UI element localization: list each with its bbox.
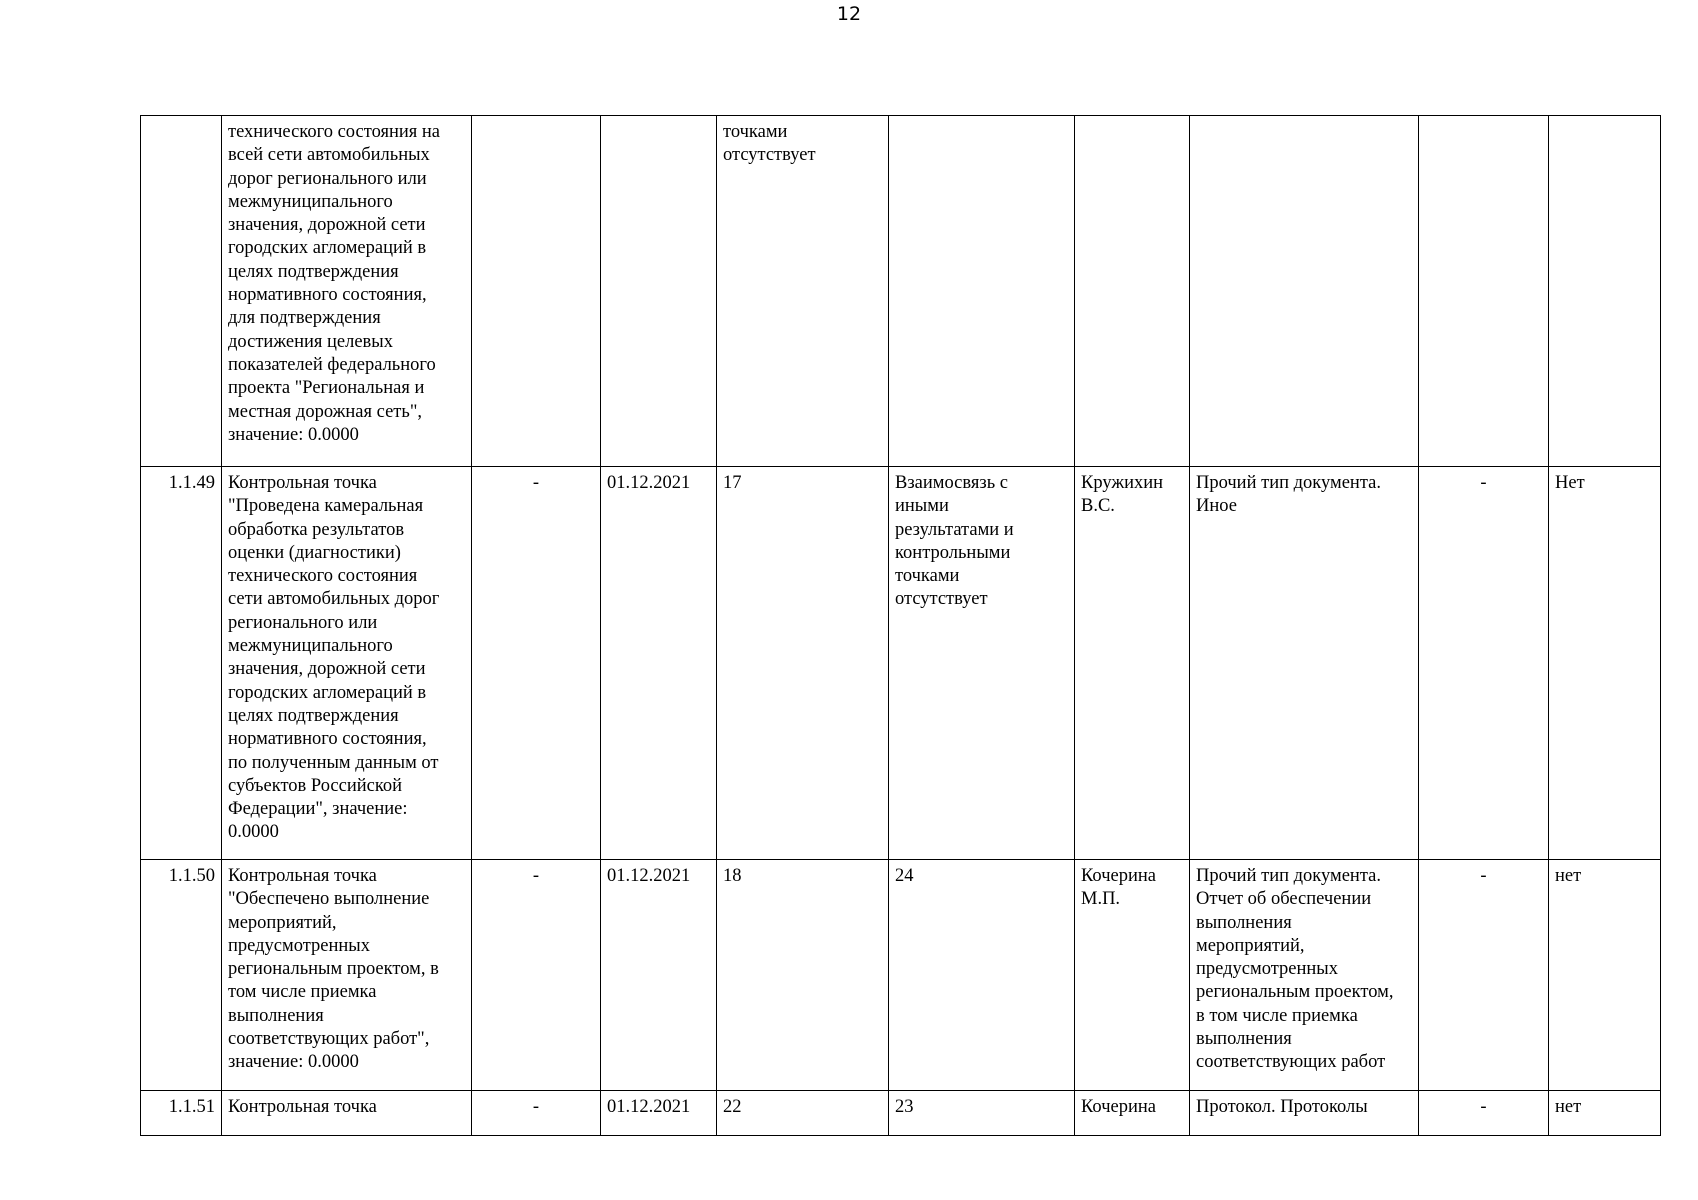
row-number-cell (141, 1091, 222, 1136)
table-row (141, 1091, 1661, 1136)
cell-text-line: региональным проектом, в (228, 959, 439, 980)
cell-text-line: Отчет об обеспечении (1196, 889, 1372, 910)
cell-text-line: для подтверждения (228, 308, 381, 329)
table-row (141, 467, 1661, 860)
column-9-cell (1419, 116, 1549, 467)
cell-text-line: 01.12.2021 (607, 473, 691, 493)
cell-text-line: Кочерина (1081, 1097, 1156, 1117)
date-cell (601, 1091, 717, 1136)
cell-text-line: точками (723, 122, 788, 142)
cell-text-line: субъектов Российской (228, 775, 403, 796)
cell-text-line: 24 (895, 866, 914, 886)
cell-text-line: 01.12.2021 (607, 1097, 691, 1117)
cell-text-line: - (1480, 866, 1487, 886)
cell-text-line: значение: 0.0000 (228, 1052, 359, 1073)
cell-text-line: дорог регионального или (228, 168, 427, 189)
cell-text-line: отсутствует (723, 145, 816, 166)
cell-text-line: Протокол. Протоколы (1196, 1097, 1368, 1117)
cell-text-line: значение: 0.0000 (228, 424, 359, 445)
page-number: 12 (836, 3, 862, 25)
cell-text-line: по полученным данным от (228, 752, 439, 773)
cell-text-line: точками (895, 566, 960, 587)
cell-text-line: достижения целевых (228, 331, 393, 352)
cell-text-line: контрольными (895, 542, 1011, 563)
cell-text-line: В.С. (1081, 496, 1115, 517)
cell-text-line: 18 (723, 866, 742, 886)
cell-text-line: результатами и (895, 519, 1014, 540)
predecessor-cell (717, 467, 889, 860)
cell-text-line: выполнения (228, 1005, 324, 1026)
column-3-cell (472, 860, 601, 1091)
cell-text-line: отсутствует (895, 589, 988, 610)
cell-text-line: предусмотренных (228, 935, 370, 956)
flag-cell (1549, 860, 1661, 1091)
cell-text-line: Прочий тип документа. (1196, 473, 1381, 493)
flag-cell (1549, 1091, 1661, 1136)
link-cell (889, 467, 1075, 860)
cell-text-line: 22 (723, 1097, 742, 1117)
cell-text-line: том числе приемка (228, 982, 377, 1003)
cell-text-line: "Проведена камеральная (228, 496, 424, 517)
cell-text-line: Взаимосвязь с (895, 473, 1008, 493)
cell-text-line: 23 (895, 1097, 914, 1117)
document-cell (1190, 467, 1419, 860)
date-cell (601, 116, 717, 467)
cell-text-line: соответствующих работ (1196, 1052, 1386, 1073)
cell-text-line: городских агломераций в (228, 682, 427, 703)
cell-text-line: - (1480, 1097, 1487, 1117)
row-number-cell (141, 860, 222, 1091)
cell-text-line: Нет (1555, 473, 1585, 493)
cell-text-line: Контрольная точка (228, 473, 377, 493)
name-cell (222, 116, 472, 467)
responsible-cell (1075, 860, 1190, 1091)
row-number-cell (141, 467, 222, 860)
cell-text-line: Прочий тип документа. (1196, 866, 1381, 886)
column-3-cell (472, 1091, 601, 1136)
cell-text-line: сети автомобильных дорог (228, 589, 440, 610)
cell-text-line: регионального или (228, 612, 378, 633)
responsible-cell (1075, 1091, 1190, 1136)
cell-text-line: всей сети автомобильных (228, 145, 430, 166)
column-9-cell (1419, 1091, 1549, 1136)
cell-text-line: мероприятий, (228, 912, 337, 933)
cell-text-line: показателей федерального (228, 354, 436, 375)
cell-text-line: Федерации", значение: (228, 799, 408, 820)
cell-text-line: обработка результатов (228, 519, 405, 540)
column-9-cell (1419, 467, 1549, 860)
cell-text-line: 0.0000 (228, 822, 279, 843)
link-cell (889, 116, 1075, 467)
document-cell (1190, 860, 1419, 1091)
date-cell (601, 860, 717, 1091)
cell-text-line: межмуниципального (228, 191, 393, 212)
cell-text-line: региональным проектом, (1196, 982, 1394, 1003)
cell-text-line: Иное (1196, 496, 1237, 517)
predecessor-cell (717, 1091, 889, 1136)
cell-text-line: иными (895, 496, 949, 517)
cell-text-line: технического состояния (228, 566, 418, 587)
cell-text-line: М.П. (1081, 889, 1121, 910)
document-cell (1190, 1091, 1419, 1136)
cell-text-line: 1.1.49 (168, 473, 215, 493)
cell-text-line: нормативного состояния, (228, 285, 427, 306)
name-cell (222, 1091, 472, 1136)
link-cell (889, 1091, 1075, 1136)
cell-text-line: выполнения (1196, 912, 1292, 933)
cell-text-line: предусмотренных (1196, 959, 1338, 980)
row-number-cell (141, 116, 222, 467)
cell-text-line: технического состояния на (228, 122, 441, 142)
name-cell (222, 860, 472, 1091)
cell-text-line: мероприятий, (1196, 935, 1305, 956)
link-cell (889, 860, 1075, 1091)
flag-cell (1549, 116, 1661, 467)
document-cell (1190, 116, 1419, 467)
cell-text-line: 1.1.51 (168, 1097, 215, 1117)
cell-text-line: местная дорожная сеть", (228, 401, 422, 422)
cell-text-line: "Обеспечено выполнение (228, 889, 430, 910)
cell-text-line: нет (1555, 866, 1582, 886)
flag-cell (1549, 467, 1661, 860)
cell-text-line: соответствующих работ", (228, 1029, 430, 1050)
cell-text-line: Кочерина (1081, 866, 1156, 886)
cell-text-line: городских агломераций в (228, 238, 427, 259)
cell-text-line: Контрольная точка (228, 866, 377, 886)
cell-text-line: - (532, 473, 540, 493)
cell-text-line: 1.1.50 (168, 866, 215, 886)
control-points-table (140, 115, 1661, 1136)
cell-text-line: оценки (диагностики) (228, 542, 401, 563)
cell-text-line: 01.12.2021 (607, 866, 691, 886)
cell-text-line: целях подтверждения (228, 705, 399, 726)
date-cell (601, 467, 717, 860)
cell-text-line: 17 (723, 473, 742, 493)
predecessor-cell (717, 116, 889, 467)
name-cell (222, 467, 472, 860)
cell-text-line: - (532, 1097, 540, 1117)
cell-text-line: нормативного состояния, (228, 729, 427, 750)
column-3-cell (472, 467, 601, 860)
table-row (141, 860, 1661, 1091)
column-3-cell (472, 116, 601, 467)
table-row (141, 116, 1661, 467)
cell-text-line: нет (1555, 1097, 1582, 1117)
cell-text-line: выполнения (1196, 1029, 1292, 1050)
cell-text-line: Контрольная точка (228, 1097, 377, 1117)
cell-text-line: межмуниципального (228, 636, 393, 657)
predecessor-cell (717, 860, 889, 1091)
responsible-cell (1075, 467, 1190, 860)
cell-text-line: значения, дорожной сети (228, 215, 426, 236)
cell-text-line: проекта "Региональная и (228, 378, 425, 399)
responsible-cell (1075, 116, 1190, 467)
cell-text-line: значения, дорожной сети (228, 659, 426, 680)
cell-text-line: Кружихин (1081, 473, 1164, 493)
cell-text-line: - (1480, 473, 1487, 493)
cell-text-line: - (532, 866, 540, 886)
column-9-cell (1419, 860, 1549, 1091)
cell-text-line: целях подтверждения (228, 261, 399, 282)
cell-text-line: в том числе приемка (1196, 1005, 1358, 1026)
